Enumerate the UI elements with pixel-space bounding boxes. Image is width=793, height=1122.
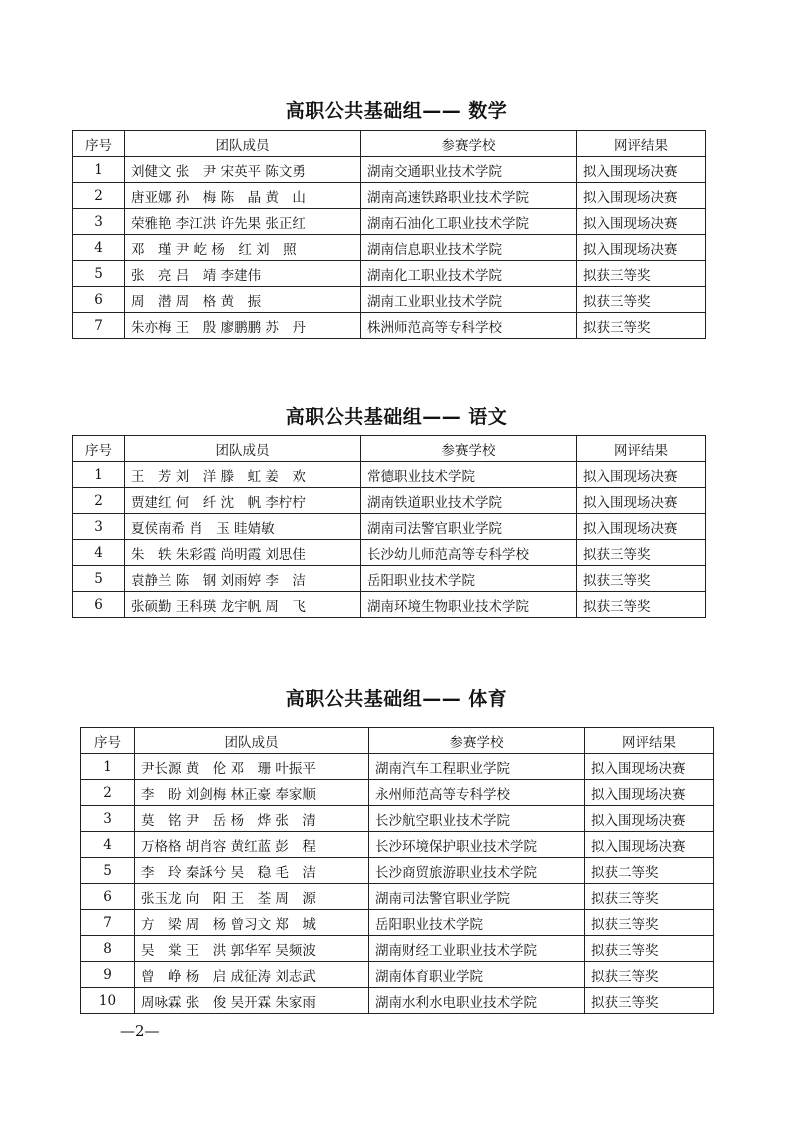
school-name: 长沙环境保护职业技术学院 <box>369 832 585 858</box>
school-name: 湖南高速铁路职业技术学院 <box>361 183 577 209</box>
school-name: 湖南信息职业技术学院 <box>361 235 577 261</box>
team-members: 李 盼 刘剑梅 林正豪 奉家顺 <box>135 780 369 806</box>
row-index: 4 <box>73 235 125 261</box>
team-members: 夏侯南希 肖 玉 眭婧敏 <box>125 514 361 540</box>
row-index: 2 <box>81 780 135 806</box>
table-row <box>73 287 706 313</box>
school-name: 湖南司法警官职业学院 <box>369 884 585 910</box>
header-result: 网评结果 <box>577 131 706 157</box>
table-row <box>81 936 714 962</box>
review-result: 拟入围现场决赛 <box>577 209 706 235</box>
school-name: 长沙商贸旅游职业技术学院 <box>369 858 585 884</box>
school-name: 湖南铁道职业技术学院 <box>361 488 577 514</box>
review-result: 拟获三等奖 <box>577 287 706 313</box>
team-members: 李 玲 秦訸兮 吴 稳 毛 洁 <box>135 858 369 884</box>
header-index: 序号 <box>73 131 125 157</box>
review-result: 拟获三等奖 <box>577 566 706 592</box>
review-result: 拟入围现场决赛 <box>585 780 714 806</box>
table-row <box>81 962 714 988</box>
team-members: 王 芳 刘 洋 滕 虹 姜 欢 <box>125 462 361 488</box>
row-index: 6 <box>73 287 125 313</box>
table-row <box>73 313 706 339</box>
row-index: 6 <box>73 592 125 618</box>
review-result: 拟获三等奖 <box>585 988 714 1014</box>
row-index: 7 <box>73 313 125 339</box>
school-name: 株洲师范高等专科学校 <box>361 313 577 339</box>
row-index: 7 <box>81 910 135 936</box>
table-row <box>73 592 706 618</box>
team-members: 尹长源 黄 伦 邓 珊 叶振平 <box>135 754 369 780</box>
team-members: 荣雅艳 李江洪 许先果 张正红 <box>125 209 361 235</box>
review-result: 拟入围现场决赛 <box>585 832 714 858</box>
row-index: 5 <box>73 566 125 592</box>
review-result: 拟入围现场决赛 <box>585 754 714 780</box>
table-row <box>73 261 706 287</box>
row-index: 1 <box>73 157 125 183</box>
header-school: 参赛学校 <box>361 131 577 157</box>
review-result: 拟获三等奖 <box>577 313 706 339</box>
school-name: 长沙航空职业技术学院 <box>369 806 585 832</box>
school-name: 湖南体育职业学院 <box>369 962 585 988</box>
table-row <box>81 988 714 1014</box>
row-index: 2 <box>73 488 125 514</box>
review-result: 拟获三等奖 <box>585 936 714 962</box>
team-members: 周咏霖 张 俊 吴开霖 朱家雨 <box>135 988 369 1014</box>
header-result: 网评结果 <box>585 728 714 754</box>
row-index: 1 <box>81 754 135 780</box>
review-result: 拟入围现场决赛 <box>577 235 706 261</box>
school-name: 长沙幼儿师范高等专科学校 <box>361 540 577 566</box>
school-name: 湖南环境生物职业技术学院 <box>361 592 577 618</box>
results-table-pe <box>80 727 714 1014</box>
table-row <box>73 462 706 488</box>
section-title: 高职公共基础组—— 体育 <box>285 688 508 710</box>
school-name: 湖南交通职业技术学院 <box>361 157 577 183</box>
team-members: 周 潜 周 格 黄 振 <box>125 287 361 313</box>
team-members: 邓 瑾 尹 屹 杨 红 刘 照 <box>125 235 361 261</box>
team-members: 张玉龙 向 阳 王 荃 周 源 <box>135 884 369 910</box>
section-title: 高职公共基础组—— 数学 <box>285 100 508 122</box>
table-row <box>73 157 706 183</box>
team-members: 贾建红 何 纤 沈 帆 李柠柠 <box>125 488 361 514</box>
team-members: 万格格 胡肖容 黄红蓝 彭 程 <box>135 832 369 858</box>
row-index: 6 <box>81 884 135 910</box>
review-result: 拟获三等奖 <box>577 592 706 618</box>
team-members: 朱亦梅 王 殷 廖鹏鹏 苏 丹 <box>125 313 361 339</box>
row-index: 3 <box>73 209 125 235</box>
table-row <box>73 514 706 540</box>
school-name: 岳阳职业技术学院 <box>369 910 585 936</box>
review-result: 拟获三等奖 <box>585 910 714 936</box>
school-name: 永州师范高等专科学校 <box>369 780 585 806</box>
team-members: 唐亚娜 孙 梅 陈 晶 黄 山 <box>125 183 361 209</box>
team-members: 吴 棠 王 洪 郭华军 吴频波 <box>135 936 369 962</box>
table-row <box>81 754 714 780</box>
school-name: 湖南水利水电职业技术学院 <box>369 988 585 1014</box>
school-name: 湖南财经工业职业技术学院 <box>369 936 585 962</box>
review-result: 拟获二等奖 <box>585 858 714 884</box>
team-members: 张 亮 吕 靖 李建伟 <box>125 261 361 287</box>
table-row <box>81 910 714 936</box>
table-row <box>81 884 714 910</box>
review-result: 拟获三等奖 <box>585 884 714 910</box>
school-name: 湖南工业职业技术学院 <box>361 287 577 313</box>
row-index: 4 <box>73 540 125 566</box>
team-members: 袁静兰 陈 钢 刘雨婷 李 洁 <box>125 566 361 592</box>
team-members: 曾 峥 杨 启 成征涛 刘志武 <box>135 962 369 988</box>
row-index: 3 <box>81 806 135 832</box>
header-index: 序号 <box>73 436 125 462</box>
header-school: 参赛学校 <box>369 728 585 754</box>
school-name: 湖南司法警官职业学院 <box>361 514 577 540</box>
review-result: 拟获三等奖 <box>577 540 706 566</box>
review-result: 拟入围现场决赛 <box>577 157 706 183</box>
row-index: 3 <box>73 514 125 540</box>
row-index: 5 <box>81 858 135 884</box>
header-members: 团队成员 <box>125 131 361 157</box>
team-members: 张硕勤 王科瑛 龙宇帆 周 飞 <box>125 592 361 618</box>
school-name: 湖南化工职业技术学院 <box>361 261 577 287</box>
table-row <box>73 183 706 209</box>
review-result: 拟入围现场决赛 <box>577 462 706 488</box>
header-members: 团队成员 <box>125 436 361 462</box>
row-index: 1 <box>73 462 125 488</box>
table-row <box>81 858 714 884</box>
team-members: 朱 轶 朱彩霞 尚明霞 刘思佳 <box>125 540 361 566</box>
row-index: 2 <box>73 183 125 209</box>
table-row <box>73 540 706 566</box>
table-row <box>81 806 714 832</box>
table-row <box>81 832 714 858</box>
row-index: 10 <box>81 988 135 1014</box>
row-index: 4 <box>81 832 135 858</box>
table-row <box>81 780 714 806</box>
team-members: 方 梁 周 杨 曾习文 郑 城 <box>135 910 369 936</box>
section-title: 高职公共基础组—— 语文 <box>285 406 508 428</box>
school-name: 常德职业技术学院 <box>361 462 577 488</box>
header-school: 参赛学校 <box>361 436 577 462</box>
table-header-row <box>73 131 706 157</box>
school-name: 湖南石油化工职业技术学院 <box>361 209 577 235</box>
review-result: 拟获三等奖 <box>585 962 714 988</box>
header-result: 网评结果 <box>577 436 706 462</box>
results-table-math <box>72 130 706 339</box>
review-result: 拟入围现场决赛 <box>585 806 714 832</box>
row-index: 8 <box>81 936 135 962</box>
page-number: —2— <box>120 1022 160 1040</box>
team-members: 莫 铭 尹 岳 杨 烨 张 清 <box>135 806 369 832</box>
table-header-row <box>81 728 714 754</box>
review-result: 拟入围现场决赛 <box>577 514 706 540</box>
review-result: 拟获三等奖 <box>577 261 706 287</box>
row-index: 9 <box>81 962 135 988</box>
header-members: 团队成员 <box>135 728 369 754</box>
table-row <box>73 566 706 592</box>
school-name: 湖南汽车工程职业学院 <box>369 754 585 780</box>
school-name: 岳阳职业技术学院 <box>361 566 577 592</box>
table-row <box>73 209 706 235</box>
table-row <box>73 488 706 514</box>
table-row <box>73 235 706 261</box>
team-members: 刘健文 张 尹 宋英平 陈文勇 <box>125 157 361 183</box>
review-result: 拟入围现场决赛 <box>577 183 706 209</box>
table-header-row <box>73 436 706 462</box>
row-index: 5 <box>73 261 125 287</box>
results-table-chinese <box>72 435 706 618</box>
review-result: 拟入围现场决赛 <box>577 488 706 514</box>
header-index: 序号 <box>81 728 135 754</box>
